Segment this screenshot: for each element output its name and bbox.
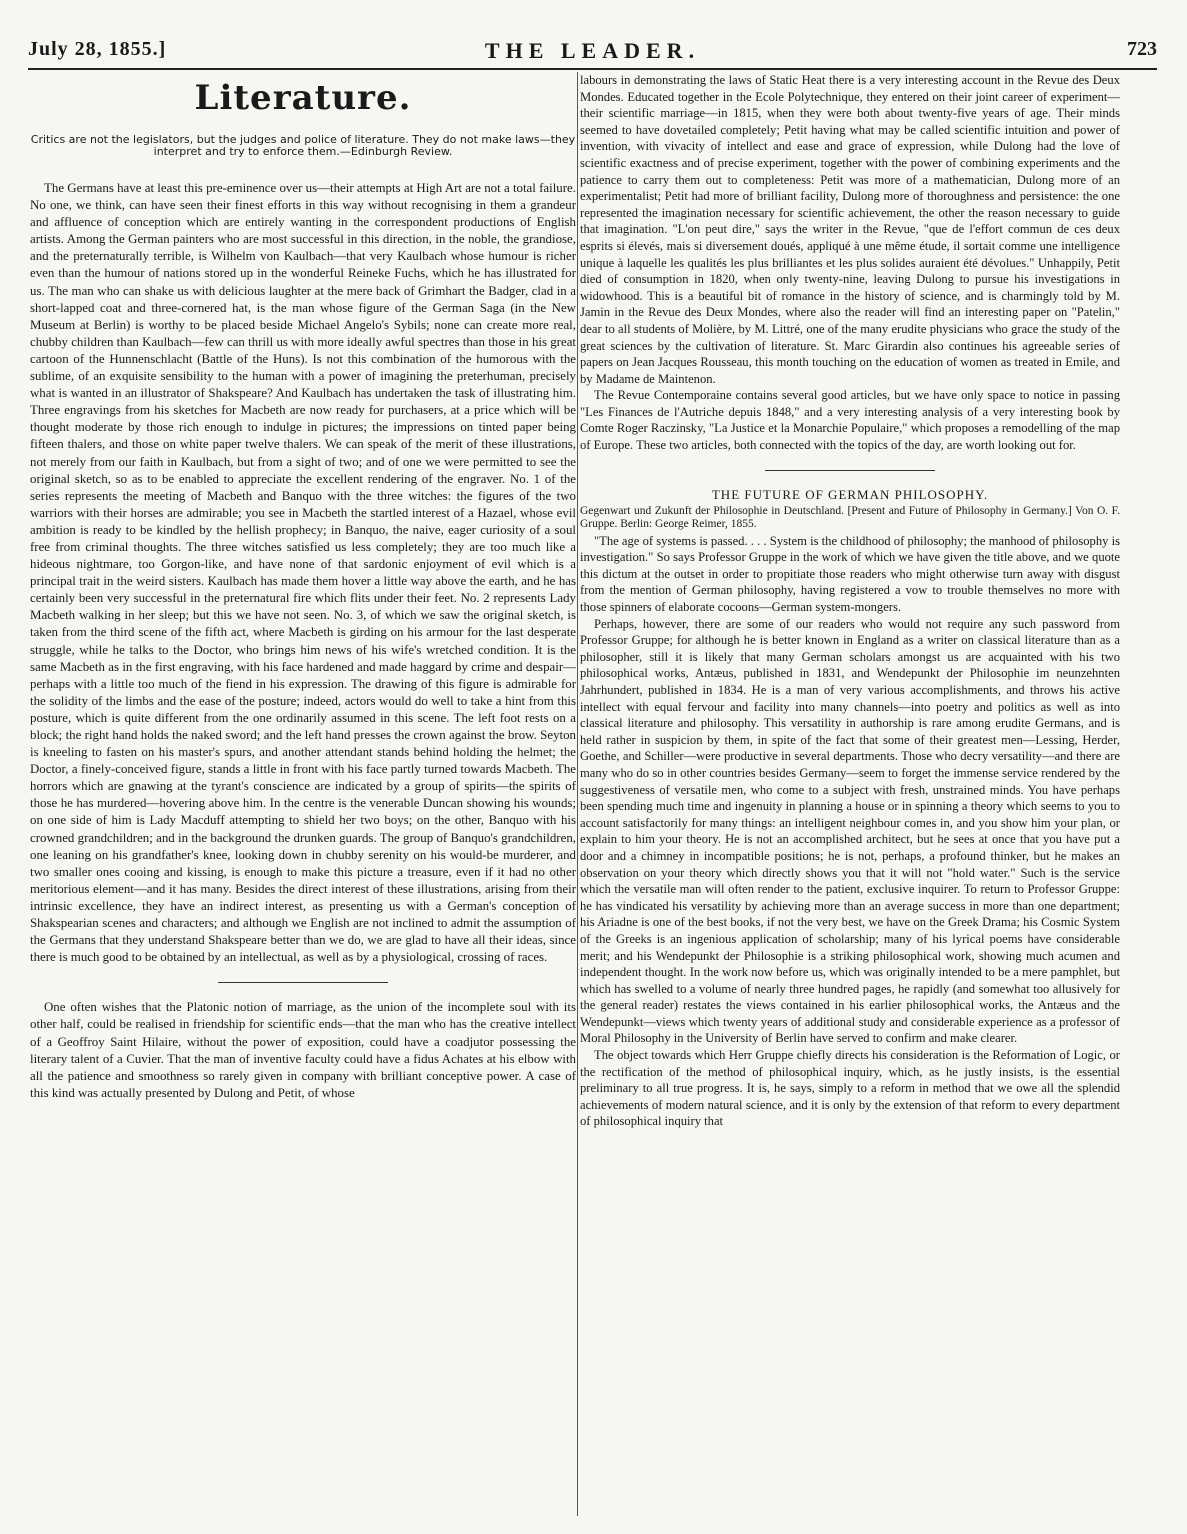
article-title: THE FUTURE OF GERMAN PHILOSOPHY. [711, 486, 989, 502]
right-column [580, 72, 1120, 1516]
issue-date: July 28, 1855.] [28, 38, 167, 60]
publication-title: THE LEADER. [484, 38, 701, 63]
article-paragraph: Perhaps, however, there are some of our readers who would not require any such password from Professor Gruppe; for although he is better known in England as a writer on classical literature than as a philosopher, still it is likely that many German scholars amongst us are acquainted with his two philosophical works, Antæus, published in 1831, and Wendepunkt der Philosophie im neunzehnten Jahrhundert, published in 1834. He is a man of very various accomplishments, and throws his active intellect with equal fervour and facility into many channels—into poetry and politics as well as into classical literature and philosophy. This versatility in authorship is rare among erudite Germans, and is held rather in suspicion by them, in spite of the fact that some of their greatest men—Lessing, Herder, Goethe, and Schiller—were productive in several departments. Those who decry versatility—and there are many who do so in other countries besides Germany—seem to forget the immense service rendered by the suggestiveness of versatile men, who come to a subject with fresh, unstrained minds. You have perhaps been spending much time and ingenuity in planning a house or in spinning a theory which seems to you to account satisfactorily for many things: an intelligent neighbour comes in, and you show him your plan, or explain to him your theory. He is not an accomplished architect, but he sees at once that you have put a door and a chimney in incompatible positions; he is not, perhaps, a profound thinker, but he makes an observation on your theory which directly shows you that it will not "hold water." Such is the service which the versatile man will often render to the patient, exclusive inquirer. To return to Professor Gruppe: he has vindicated his versatility by achieving more than an average success in more than one department; his Ariadne is one of the best books, if not the very best, we have on the Greek Drama; his Cosmic System of the Greeks is an ingenious application of scholarship; many of his lyrical poems have considerable merit; and his Wendepunkt der Philosophie is a striking philosophical work, showing much acumen and independent thought. In the work now before us, which was originally intended to be a mere pamphlet, but which has swelled to a volume of nearly three hundred pages, he rapidly (and somewhat too allusively for the general reader) restates the views contained in his earlier philosophical works, the Antæus and the Wendepunkt—views which twenty years of additional study and considerable experience as a professor of Moral Philosophy in the University of Berlin have served to confirm and make clearer. [580, 616, 1120, 1046]
platonic-paragraph-start: One often wishes that the Platonic notion of marriage, as the union of the incomplete soul with its other half, could be realised in friendship for scientific ends—that the man who has the creative intellect of a Geoffroy Saint Hilaire, without the power of exposition, could have a coadjutor possessing the literary talent of a Cuvier. That the man of inventive faculty could have a fidus Achates at his elbow with all the patience and smoothness so rarely given in company with brilliant conceptive power. A case of this kind was actually presented by Dulong and Petit, of whose [30, 1000, 576, 1100]
section-title: Literature. [194, 78, 412, 118]
article-paragraph: The object towards which Herr Gruppe chiefly directs his consideration is the Reformation of Logic, or the rectification of the method of philosophical inquiry, which, as he justly insists, is the essential preliminary to all true progress. It is, he says, simply to a reform in method that we owe all the splendid achievements of modern natural science, and it is only by the extension of that reform to every department of philosophical inquiry that [580, 1048, 1120, 1129]
platonic-paragraph-continued: labours in demonstrating the laws of Static Heat there is a very interesting account in the Revue des Deux Mondes. Educated together in the Ecole Polytechnique, they entered on their joint career of experiment—their scientific marriage—in 1815, when they were both about twenty-five years of age. Their minds seemed to have dovetailed completely; Petit having what may be called scientific intuition and power of invention, with vivacity of intellect and ease and grace of expression, while Dulong had the love of scientific exactness and of precise experiment, together with the power of combining experiments and the patience to carry them out to completeness: Petit was more of a mathematician, Dulong more of an experimentalist; Petit had more of brilliant facility, Dulong more of thoroughness and persistence: the one represented the imagination necessary for scientific achievement, the other the reason necessary to guide that imagination. "L'on peut dire," says the writer in the Revue, "que de l'effort commun de ces deux esprits si élevés, mais si diversement doués, appliqué à une même étude, il sortait comme une intelligence unique à laquelle les qualités les plus brilliantes et les plus solides auraient été dévolues." Unhappily, Petit died of consumption in 1820, when only twenty-nine, leaving Dulong to pursue his investigations in widowhood. This is a beautiful bit of romance in the history of science, and is charmingly told by M. Jamin in the Revue des Deux Mondes, where also the reader will find an interesting paper on "Patelin," dear to all students of Molière, by M. Littré, one of the many erudite physicians who grace the study of the great sciences by the cultivation of literature. St. Marc Girardin also continues his agreeable series of papers on Jean Jacques Rousseau, this month touching on the education of women as treated in Emile, and by Madame de Maintenon. [580, 73, 1120, 386]
page-number: 723 [1127, 38, 1157, 60]
column-divider [577, 72, 578, 1516]
article-paragraph: "The age of systems is passed. . . . System is the childhood of philosophy; the manhood of philosophy is investigation." So says Professor Gruppe in the work of which we have given the title above, and we quote this dictum at the outset in order to propitiate those readers who might otherwise turn away with disgust from the mention of German philosophy, having registered a vow to trouble themselves no more with those spinners of elaborate cocoons—German system-mongers. [580, 533, 1120, 615]
article-divider [765, 470, 935, 471]
kaulbach-paragraph: The Germans have at least this pre-eminence over us—their attempts at High Art are not a total failure. No one, we think, can have seen their finest efforts in this way without recognising in them a grandeur and affluence of conception which are entirely wanting in the correspondent productions of English artists. Among the German painters who are most successful in this direction, in the noble, the grandiose, and the preternaturally terrible, is Wilhelm von Kaulbach—that very Kaulbach whose humour is richer even than the humour of nations stored up in the wonderful Reineke Fuchs, which he has illustrated for us. The man who can shake us with delicious laughter at the mere back of Grimhart the Badger, clad in a short-lapped coat and three-cornered hat, is the man whose figure of the German Saga (in the New Museum at Berlin) is worthy to be placed beside Michael Angelo's Sybils; none can create more real, chubby children than Kaulbach—few can thrill us with more ideally awful spectres than those in his great cartoon of the Hunnenschlacht (Battle of the Huns). Is not this combination of the humorous with the sublime, of an exquisite sensibility to the human with a power of imagining the preterhuman, precisely what is wanted in an illustrator of Shakspeare? And Kaulbach has undertaken the task of illustrating him. Three engravings from his sketches for Macbeth are now ready for purchasers, at a price which will be thought moderate by those rich enough to indulge in pictures; the impressions on tinted paper being fifteen thalers, and those on white paper twelve thalers. We can speak of the merit of these illustrations, not merely from our faith in Kaulbach, but from a sight of two; and of one we were permitted to see the original sketch, so as to be enabled to appreciate the excellent rendering of the engraver. No. 1 of the series represents the meeting of Macbeth and Banquo with the three witches: the figures of the two warriors with their horses are admirable; you see in Macbeth the startled interest of a Hazael, whose evil ambition is ready to be kindled by the hellish prophecy; in Banquo, the naive, eager curiosity of a soul free from criminal thoughts. The three witches satisfied us less completely; they are too much like a hideous nightmare, too Gorgon-like, and have none of that sardonic enjoyment of evil which is a principal trait in the weird sisters. Kaulbach has made them hover a little way above the earth, and he has certainly been very successful in the preternatural fire which flits under their feet. No. 2 represents Lady Macbeth walking in her sleep; but this we have not seen. No. 3, of which we saw the original sketch, is taken from the third scene of the fifth act, where Macbeth is girding on his armour for the last desperate struggle, while he talks to the Doctor, who brings him news of his wife's wretched condition. It is the same Macbeth as in the first engraving, with his face hardened and made haggard by crime and despair—perhaps with a little too much of the fiend in his expression. The drawing of this figure is admirable for the solidity of the limbs and the ease of the posture; indeed, actors would do well to take a hint from this posture, which is quite different from the one ordinarily assumed in this scene. The left foot rests on a block; the right hand holds the naked sword; and the left hand presses the crown against the brow. Seyton is kneeling to fasten on his master's spurs, and another attendant stands behind holding the helmet; the Doctor, a finely-conceived figure, stands a little in front with his face partly turned towards Macbeth. The horrors which are gnawing at the tyrant's conscience are indicated by a group of spirits—the spirits of those he has murdered—hovering above him. In the centre is the venerable Duncan showing his wounds; on one side of him is Lady Macduff attempting to shield her two boys; on the other, Banquo with his crowned grandchildren; and in the background the drunken guards. The group of Banquo's grandchildren, one leaning on his grandfather's knee, looking down in chubby serenity on his would-be murderer, and two smaller ones cooing and kissing, is enough to make this picture a treasure, even if it had no other meritorious element—and it has many. Besides the direct interest of these illustrations, arising from their intrinsic excellence, they have an indirect interest, as presenting us with a German's conception of Shakspearian scenes and characters; and although we English are not inclined to admit the assumption of the Germans that they understand Shakspeare better than we do, we are glad to have all their ideas, since there is much good to be obtained by an intellectual, as well as by a physiological, crossing of races. [30, 181, 576, 965]
article-subtitle: Gegenwart und Zukunft der Philosophie in Deutschland. [Present and Future of Philosophy in Germany.] Von O. F. Gruppe. Berlin: George Reimer, 1855. [580, 504, 1120, 530]
masthead [28, 38, 1157, 70]
left-column [30, 72, 576, 1516]
revue-contemporaine-paragraph: The Revue Contemporaine contains several good articles, but we have only space to notice in passing "Les Finances de l'Autriche depuis 1848," and a very interesting analysis of a very interesting book by Comte Roger Raczinsky, "La Justice et la Monarchie Populaire," which proposes a remodelling of the map of Europe. These two articles, both connected with the topics of the day, are worth looking out for. [580, 388, 1120, 453]
epigraph: Critics are not the legislators, but the judges and police of literature. They do not make laws—they interpret and try to enforce them.—Edinburgh Review. [30, 133, 576, 158]
section-divider [218, 982, 388, 983]
